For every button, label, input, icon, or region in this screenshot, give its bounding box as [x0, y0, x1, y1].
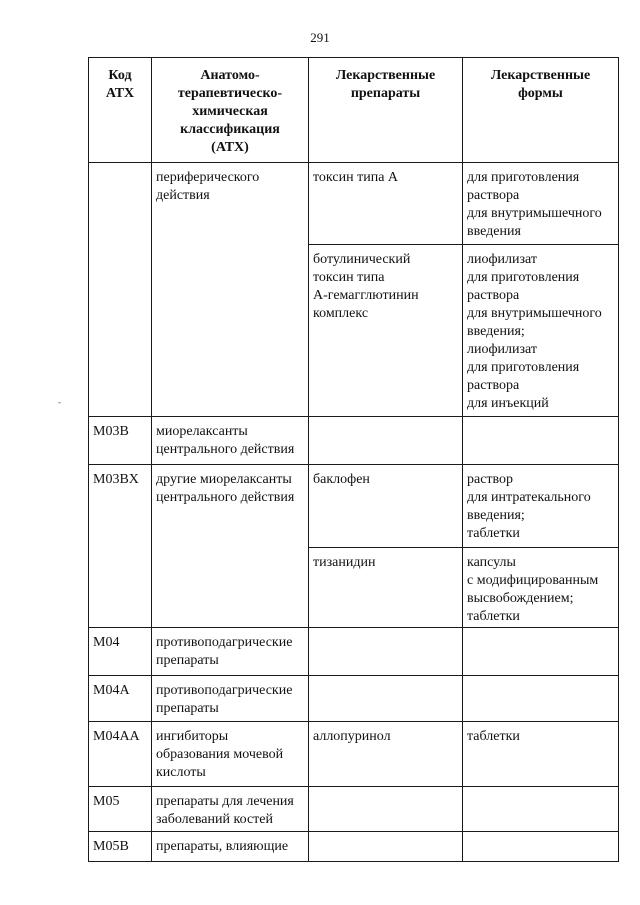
table-row [89, 417, 619, 465]
cell-text-line: (АТХ) [211, 140, 249, 155]
cell-text-line: химическая [192, 104, 268, 119]
page-number: 291 [310, 30, 330, 45]
drug-cell [309, 787, 463, 832]
atx-table [88, 57, 619, 862]
cell-text-line: препараты для лечения [156, 794, 294, 809]
header-drugs [309, 58, 463, 163]
cell-text-line: введения [467, 224, 521, 239]
forms-cell [463, 465, 619, 548]
cell-text-line: периферического [156, 170, 260, 185]
table-header-row [89, 58, 619, 163]
cell-text-line: для приготовления [467, 360, 580, 375]
atx-class-cell [152, 465, 309, 628]
cell-text-line: ботулинический [313, 252, 411, 267]
forms-cell [463, 722, 619, 787]
cell-text-line: образования мочевой [156, 747, 284, 762]
header-forms [463, 58, 619, 163]
header-classification [152, 58, 309, 163]
cell-text-line: препараты, влияющие [156, 839, 289, 854]
table-row [89, 832, 619, 862]
drug-cell [309, 628, 463, 676]
cell-text-line: центрального действия [156, 442, 295, 457]
header-code [89, 58, 152, 163]
cell-text-line: действия [156, 188, 210, 203]
drug-cell [309, 548, 463, 628]
cell-text-line: высвобождением; [467, 591, 574, 606]
cell-text-line: Анатомо- [200, 68, 260, 83]
cell-text-line: АТХ [105, 86, 135, 101]
cell-text-line: баклофен [313, 472, 370, 487]
cell-text-line: центрального действия [156, 490, 295, 505]
atx-code-cell [89, 163, 152, 417]
table-row [89, 787, 619, 832]
forms-cell [463, 676, 619, 722]
forms-cell [463, 787, 619, 832]
table-row [89, 163, 619, 245]
cell-text-line: M03BX [93, 472, 139, 487]
cell-text-line: для внутримышечного [467, 306, 602, 321]
atx-class-cell [152, 832, 309, 862]
cell-text-line: комплекс [313, 306, 369, 321]
cell-text-line: M04A [93, 683, 130, 698]
cell-text-line: введения; [467, 324, 525, 339]
cell-text-line: препараты [350, 86, 421, 101]
atx-class-cell [152, 628, 309, 676]
cell-text-line: введения; [467, 508, 525, 523]
cell-text-line: противоподагрические [156, 683, 293, 698]
atx-class-cell [152, 787, 309, 832]
atx-code-cell [89, 628, 152, 676]
cell-text-line: препараты [156, 701, 219, 716]
cell-text-line: препараты [156, 653, 219, 668]
cell-text-line: M04AA [93, 729, 140, 744]
cell-text-line: токсин типа А [313, 170, 399, 185]
cell-text-line: таблетки [467, 729, 520, 744]
atx-code-cell [89, 417, 152, 465]
cell-text-line: раствор [467, 472, 514, 487]
cell-text-line: тизанидин [313, 555, 376, 570]
cell-text-line: ингибиторы [156, 729, 229, 744]
cell-text-line: терапевтическо- [177, 86, 283, 101]
cell-text-line: M04 [93, 635, 120, 650]
drug-cell [309, 832, 463, 862]
margin-mark: - [58, 397, 61, 407]
atx-class-cell [152, 722, 309, 787]
cell-text-line: с модифицированным [467, 573, 599, 588]
cell-text-line: заболеваний костей [156, 812, 273, 827]
cell-text-line: лиофилизат [467, 252, 538, 267]
atx-class-cell [152, 676, 309, 722]
atx-code-cell [89, 676, 152, 722]
cell-text-line: таблетки [467, 609, 520, 624]
forms-cell [463, 548, 619, 628]
cell-text-line: противоподагрические [156, 635, 293, 650]
forms-cell [463, 163, 619, 245]
drug-cell [309, 465, 463, 548]
cell-text-line: лиофилизат [467, 342, 538, 357]
cell-text-line: раствора [467, 188, 520, 203]
cell-text-line: Код [108, 68, 132, 83]
cell-text-line: M03B [93, 424, 129, 439]
cell-text-line: миорелаксанты [156, 424, 248, 439]
cell-text-line: Лекарственные [490, 68, 591, 83]
cell-text-line: M05B [93, 839, 129, 854]
forms-cell [463, 245, 619, 417]
drug-cell [309, 417, 463, 465]
atx-code-cell [89, 787, 152, 832]
cell-text-line: таблетки [467, 526, 520, 541]
cell-text-line: M05 [93, 794, 120, 809]
cell-text-line: Лекарственные [335, 68, 436, 83]
cell-text-line: для приготовления [467, 170, 580, 185]
table-row [89, 465, 619, 548]
cell-text-line: капсулы [467, 555, 516, 570]
table-row [89, 722, 619, 787]
cell-text-line: формы [518, 86, 563, 101]
cell-text-line: А-гемагглютинин [313, 288, 419, 303]
cell-text-line: для внутримышечного [467, 206, 602, 221]
cell-text-line: раствора [467, 378, 520, 393]
table-row [89, 676, 619, 722]
cell-text-line: для инъекций [467, 396, 549, 411]
atx-code-cell [89, 722, 152, 787]
forms-cell [463, 417, 619, 465]
cell-text-line: другие миорелаксанты [156, 472, 292, 487]
atx-code-cell [89, 832, 152, 862]
drug-cell [309, 163, 463, 245]
cell-text-line: для интратекального [467, 490, 591, 505]
forms-cell [463, 628, 619, 676]
cell-text-line: токсин типа [313, 270, 385, 285]
cell-text-line: аллопуринол [313, 729, 391, 744]
drug-cell [309, 676, 463, 722]
cell-text-line: классификация [180, 122, 280, 137]
drug-cell [309, 722, 463, 787]
forms-cell [463, 832, 619, 862]
table-row [89, 628, 619, 676]
cell-text-line: для приготовления [467, 270, 580, 285]
atx-class-cell [152, 417, 309, 465]
cell-text-line: раствора [467, 288, 520, 303]
drug-cell [309, 245, 463, 417]
atx-code-cell [89, 465, 152, 628]
cell-text-line: кислоты [156, 765, 206, 780]
atx-class-cell [152, 163, 309, 417]
